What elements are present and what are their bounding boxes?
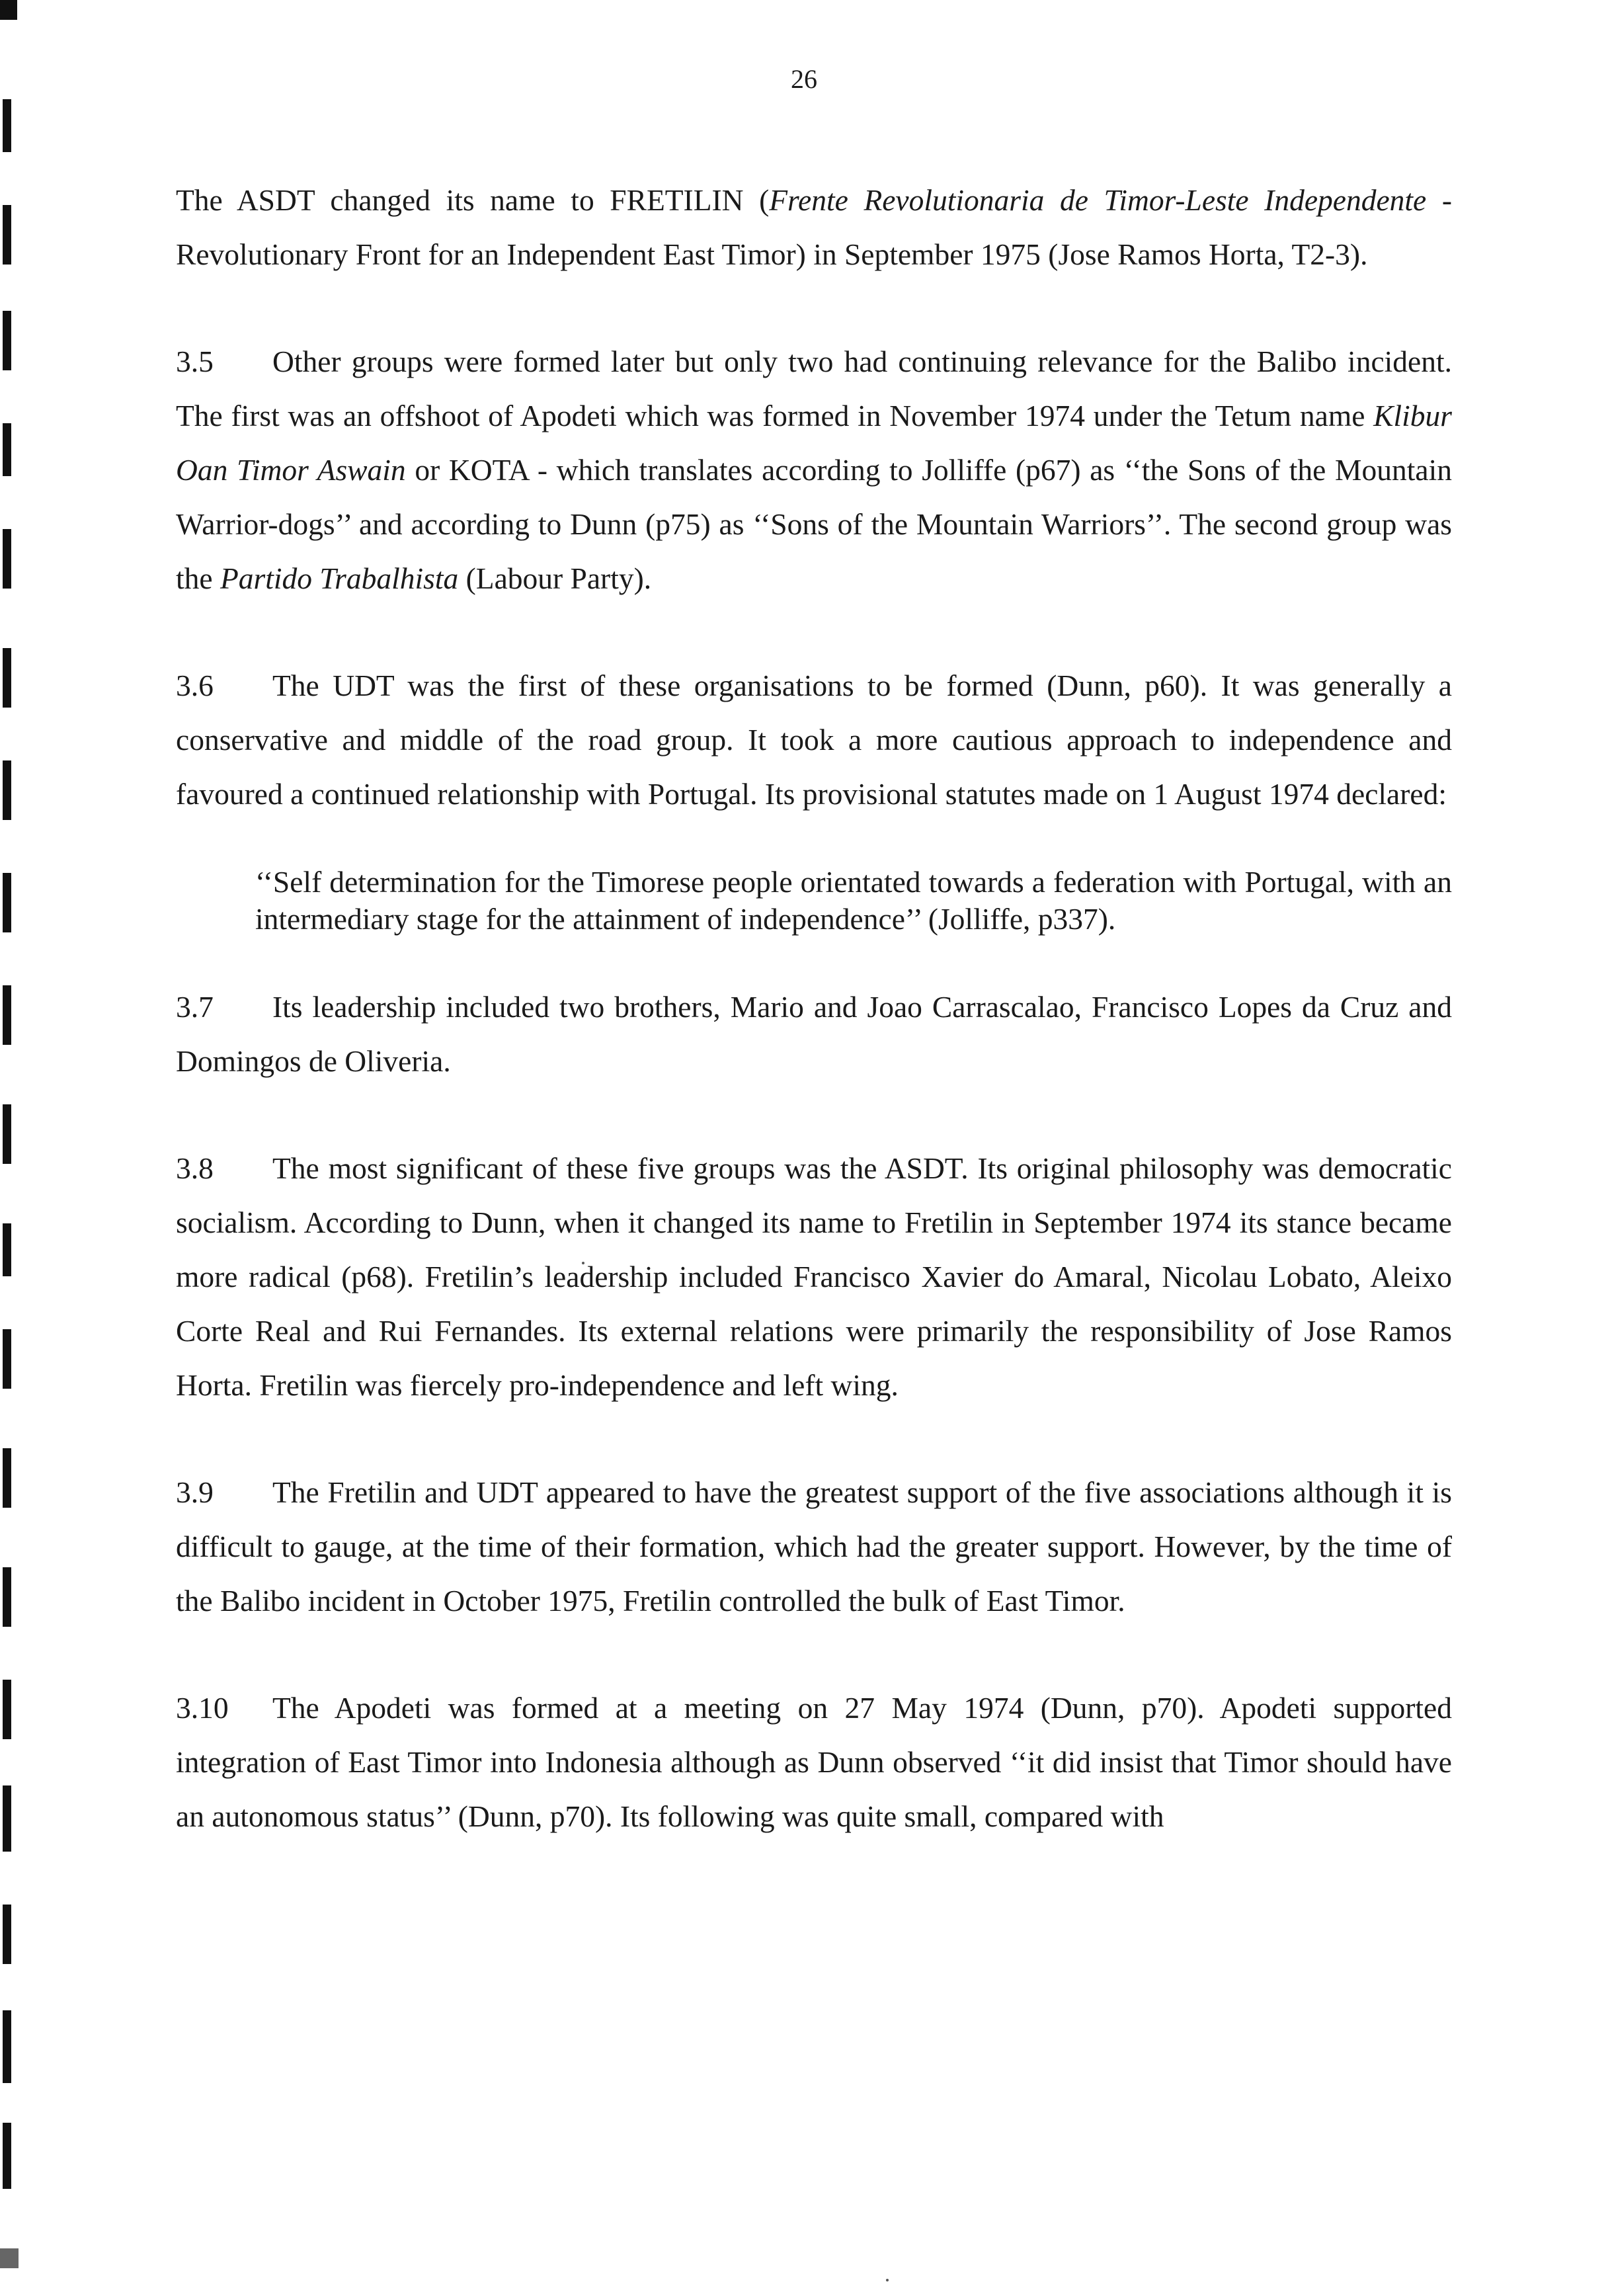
paragraph-number: 3.10 [176,1691,229,1725]
paragraph-number: 3.8 [176,1151,214,1185]
paragraph-3-9: 3.9 The Fretilin and UDT appeared to have the greatest support of the five associations although it is difficult to gauge, at the time of their formation, which had the greater support. However, by the time of the Balibo incident in October 1975, Fretilin controlled the bulk of East Timor. [176,1465,1452,1628]
scan-mark [3,2010,11,2083]
scan-speck [886,2279,889,2281]
paragraph-3-7: 3.7 Its leadership included two brothers, Mario and Joao Carrascalao, Francisco Lopes da Cruz and Domingos de Oliveria. [176,980,1452,1088]
scan-mark [3,99,11,152]
paragraph-number: 3.5 [176,345,214,378]
paragraph-3-10: 3.10 The Apodeti was formed at a meeting on 27 May 1974 (Dunn, p70). Apodeti supported integration of East Timor into Indonesia although as Dunn observed ‘‘it did insist that Timor should have an autonomous status’’ (Dunn, p70). Its following was quite small, compared with [176,1681,1452,1844]
document-body [176,173,1452,1844]
scan-mark [3,529,11,589]
intro-paragraph: The ASDT changed its name to FRETILIN (Frente Revolutionaria de Timor-Leste Independente - Revolutionary Front for an Independent East Timor) in September 1975 (Jose Ramos Horta, T2-3). [176,183,1452,271]
scan-mark [3,205,11,265]
block-quote: ‘‘Self determination for the Timorese people orientated towards a federation with Portugal, with an intermediary stage for the attainment of independence’’ (Jolliffe, p337). [255,865,1452,936]
paragraph-number: 3.7 [176,990,214,1024]
scan-binding-marks [0,0,20,2296]
scan-mark [3,1223,11,1276]
paragraph-number: 3.9 [176,1475,214,1509]
scan-mark [3,2123,11,2189]
paragraph-number: 3.6 [176,669,214,702]
scan-mark [3,1104,11,1164]
scan-mark [0,0,17,20]
scan-mark [3,873,11,932]
scan-mark [3,1785,11,1852]
scan-mark [0,2248,19,2268]
scan-mark [3,648,11,708]
scan-mark [3,423,11,476]
scan-mark [3,1567,11,1627]
scan-mark [3,1680,11,1739]
scan-mark [3,1329,11,1389]
scan-mark [3,1448,11,1508]
paragraph-3-6: 3.6 The UDT was the first of these organisations to be formed (Dunn, p60). It was generally a conservative and middle of the road group. It took a more cautious approach to independence and favoured a continued relationship with Portugal. Its provisional statutes made on 1 August 1974 declared: [176,659,1452,821]
page-number: 26 [791,64,817,94]
scan-mark [3,760,11,820]
scan-mark [3,311,11,370]
paragraph-3-8: 3.8 The most significant of these five groups was the ASDT. Its original philosophy was democratic socialism. According to Dunn, when it changed its name to Fretilin in September 1974 its stance became more radical (p68). Fretilin’s leadership included Francisco Xavier do Amaral, Nicolau Lobato, Aleixo Corte Real and Rui Fernandes. Its external relations were primarily the responsibility of Jose Ramos Horta. Fretilin was fiercely pro-independence and left wing. [176,1141,1452,1413]
scan-mark [3,985,11,1045]
paragraph-3-5: 3.5 Other groups were formed later but only two had continuing relevance for the Balibo incident. The first was an offshoot of Apodeti which was formed in November 1974 under the Tetum name Klibur Oan Timor Aswain or KOTA - which translates according to Jolliffe (p67) as ‘‘the Sons of the Mountain Warrior-dogs’’ and according to Dunn (p75) as ‘‘Sons of the Mountain Warriors’’. The second group was the Partido Trabalhista (Labour Party). [176,335,1452,606]
scan-mark [3,1905,11,1964]
